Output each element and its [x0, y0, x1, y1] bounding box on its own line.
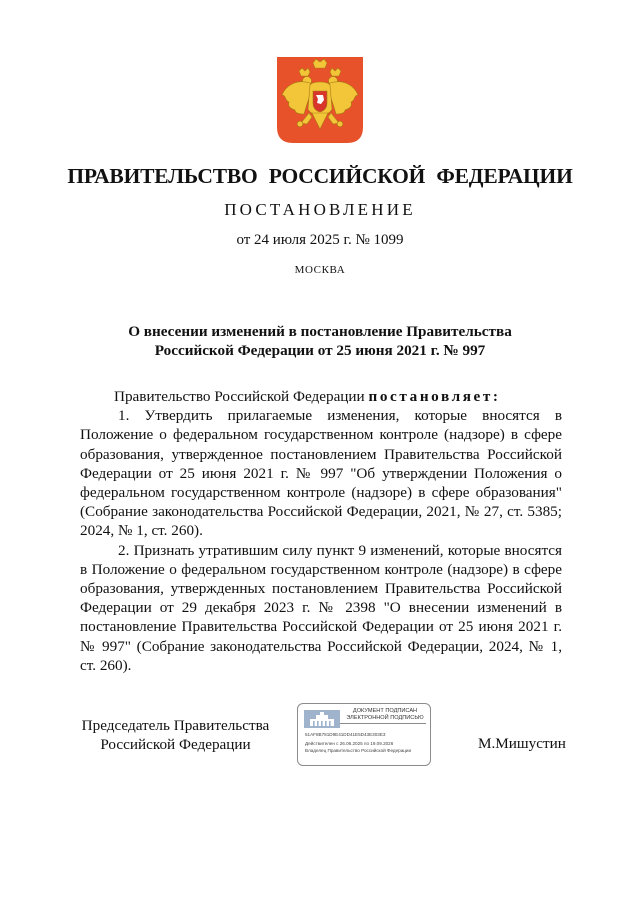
subject-line-1: О внесении изменений в постановление Правительства [128, 323, 512, 340]
stamp-title [342, 708, 428, 722]
electronic-signature-stamp [297, 703, 431, 766]
decree-city: МОСКВА [294, 264, 346, 276]
intro-text: Правительство Российской Федерации [114, 388, 369, 405]
coat-of-arms-icon [277, 57, 363, 143]
government-title: ПРАВИТЕЛЬСТВО РОССИЙСКОЙ ФЕДЕРАЦИИ [67, 164, 573, 188]
government-building-icon [304, 710, 340, 728]
signer-position [78, 716, 273, 754]
stamp-validity: Действителен с 26.06.2025 по 19.09.2026 [305, 741, 394, 746]
stamp-certificate: 51AF8B781D9E41DD41E5D43E303E3 [305, 732, 386, 737]
subject-line-2: Российской Федерации от 25 июня 2021 г. № 997 [154, 342, 486, 359]
stamp-divider [340, 723, 426, 724]
signer-name: М.Мишустин [478, 735, 566, 752]
decree-date: от 24 июля 2025 г. № 1099 [236, 232, 404, 248]
intro-paragraph [80, 387, 562, 406]
decree-body [80, 387, 562, 675]
signer-position-line-2: Российской Федерации [100, 736, 251, 753]
signer-position-line-1: Председатель Правительства [81, 717, 270, 734]
stamp-owner: Владелец Правительство Российской Федерации [305, 748, 412, 753]
decision-keyword: постановляет: [368, 388, 501, 405]
decree-subject [90, 322, 550, 360]
stamp-title-line-2: ЭЛЕКТРОННОЙ ПОДПИСЬЮ [346, 715, 424, 721]
decree-type: ПОСТАНОВЛЕНИЕ [224, 200, 416, 219]
stamp-title-line-1: ДОКУМЕНТ ПОДПИСАН [352, 708, 418, 714]
paragraph-item-2: 2. Признать утратившим силу пункт 9 изменений, которые вносятся в Положение о федеральном государственном контроле (надзоре) в сфере образования, утвержденных постановлением Правительства Российской Федерации от 29 декабря 2023 г. № 2398 "О внесении изменений в постановление Правительства Российской Федерации от 25 июня 2021 г. № 997" (Собрание законодательства Российской Федерации, 2024, № 1, ст. 260). [80, 541, 562, 674]
paragraph-item-1: 1. Утвердить прилагаемые изменения, которые вносятся в Положение о федеральном государственном контроле (надзоре) в сфере образования, утвержденное постановлением Правительства Российской Федерации от 25 июня 2021 г. № 997 "Об утверждении Положения о федеральном государственном контроле (надзоре) в сфере образования" (Собрание законодательства Российской Федерации, 2021, № 27, ст. 5385; 2024, № 1, ст. 260). [80, 407, 562, 540]
